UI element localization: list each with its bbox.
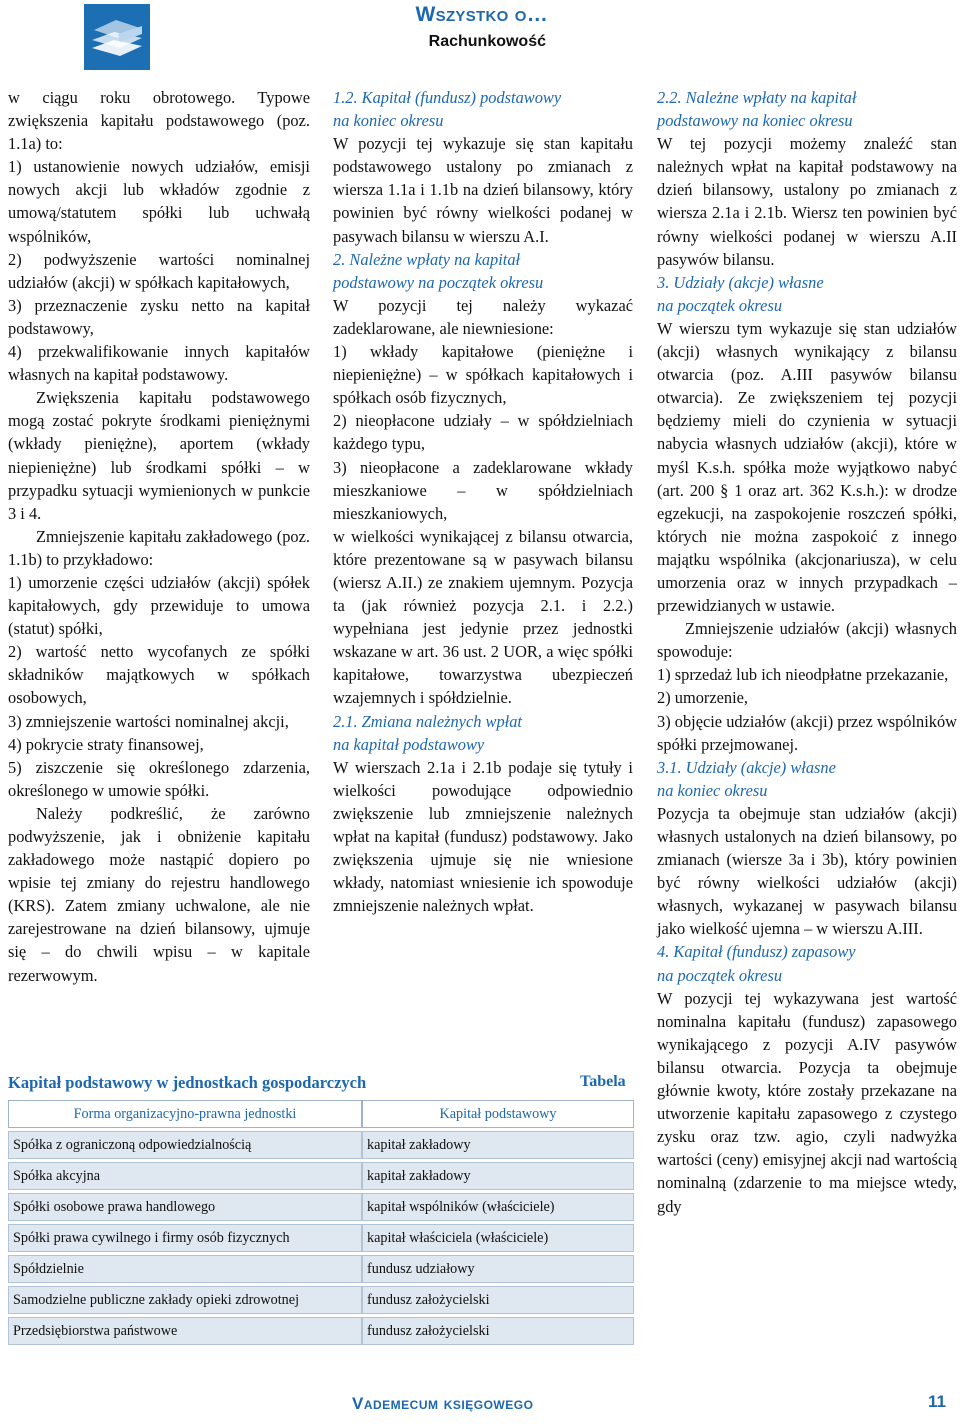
table-row bbox=[8, 1255, 634, 1283]
table-title: Kapitał podstawowy w jednostkach gospodarczych bbox=[8, 1073, 367, 1092]
table-header-cell: Kapitał podstawowy bbox=[362, 1100, 634, 1128]
section-heading: 3. Udziały (akcje) własne bbox=[657, 272, 824, 292]
paragraph: Zwiększenia kapitału podstawowego mogą zostać pokryte środkami pieniężnymi (wkłady pieniężne), aportem (wkłady niepieniężne) lub środkami spółki – w przypadku sytuacji wymienionych w punkcie 3 i 4. bbox=[8, 388, 310, 523]
magazine-logo bbox=[84, 4, 150, 70]
table-cell: fundusz założycielski bbox=[362, 1286, 634, 1314]
section-subtitle: Rachunkowość bbox=[428, 33, 546, 50]
table-row bbox=[8, 1286, 634, 1314]
list-item: 3) objęcie udziałów (akcji) przez wspólników spółki przejmowanej. bbox=[657, 711, 957, 754]
list-item: 2) podwyższenie wartości nominalnej udziałów (akcji) w spółkach kapitałowych, bbox=[8, 249, 310, 292]
list-item: 3) nieopłacone a zadeklarowane wkłady mieszkaniowe – w spółdzielniach mieszkaniowych, bbox=[333, 457, 633, 523]
list-item: 1) wkłady kapitałowe (pieniężne i niepieniężne) – w spółkach kapitałowych i spółkach osób fizycznych, bbox=[333, 342, 633, 408]
section-heading: 2. Należne wpłaty na kapitał bbox=[333, 249, 521, 269]
column-2 bbox=[333, 86, 633, 917]
section-heading: podstawowy na początek okresu bbox=[333, 272, 544, 292]
section-heading: na koniec okresu bbox=[657, 780, 768, 800]
table-row bbox=[8, 1193, 634, 1221]
table-cell: fundusz udziałowy bbox=[362, 1255, 634, 1283]
list-item: 5) ziszczenie się określonego zdarzenia, określonego w umowie spółki. bbox=[8, 757, 310, 800]
table-tag: Tabela bbox=[580, 1073, 626, 1090]
table-header-row bbox=[8, 1100, 634, 1128]
table-row bbox=[8, 1317, 634, 1345]
section-heading: 2.2. Należne wpłaty na kapitał bbox=[657, 88, 857, 107]
table-cell: kapitał właściciela (właściciele) bbox=[362, 1224, 634, 1252]
table-cell: Spółka akcyjna bbox=[8, 1162, 362, 1190]
list-item: 1) ustanowienie nowych udziałów, emisji nowych akcji lub wkładów zgodnie z umową/statutem spółki lub uchwałą wspólników, bbox=[8, 157, 310, 246]
table-cell: kapitał zakładowy bbox=[362, 1131, 634, 1159]
section-heading: 1.2. Kapitał (fundusz) podstawowy bbox=[333, 88, 562, 107]
list-item: 2) wartość netto wycofanych ze spółki składników majątkowych w spółkach osobowych, bbox=[8, 642, 310, 708]
table-cell: Spółka z ograniczoną odpowiedzialnością bbox=[8, 1131, 362, 1159]
list-item: 3) przeznaczenie zysku netto na kapitał podstawowy, bbox=[8, 295, 310, 338]
section-heading: na kapitał podstawowy bbox=[333, 734, 485, 754]
section-heading: 4. Kapitał (fundusz) zapasowy bbox=[657, 942, 856, 962]
column-3 bbox=[657, 86, 957, 1218]
paragraph: W pozycji tej wykazywana jest wartość nominalna kapitału (fundusz) zapasowego wynikającego z pozycji A.IV pasywów bilansu otwarcia. Pozycja ta obejmuje głównie kwoty, które zostały przekazane na utworzenie kapitału zapasowego z czystego zysku oraz tzw. agio, czyli nadwyżka wartości (ceny) emisyjnej akcji nad wartością nominalną (zdarzenie to ma miejsce wtedy, gdy bbox=[657, 988, 957, 1216]
table-cell: Spółdzielnie bbox=[8, 1255, 362, 1283]
paragraph: W pozycji tej wykazuje się stan kapitału podstawowego ustalony po zmianach z wiersza 1.1a i 1.1b na dzień bilansowy, który powinien być równy wielkości podanej w pasywach bilansu w wierszu A.I. bbox=[333, 134, 633, 246]
section-heading: 2.1. Zmiana należnych wpłat bbox=[333, 711, 522, 731]
paragraph: W wierszach 2.1a i 2.1b podaje się tytuły i wielkości powodujące odpowiednio zwiększenie lub zmniejszenie należnych wpłat na kapitał (fundusz) podstawowy. Jako zwiększenia ujmuje się nie wniesione wkłady, natomiast wniesienie ich spowoduje zmniejszenie należnych wpłat. bbox=[333, 757, 633, 916]
section-heading: na koniec okresu bbox=[333, 111, 444, 131]
table-row bbox=[8, 1224, 634, 1252]
capital-table bbox=[8, 1097, 634, 1348]
table-cell: Spółki prawa cywilnego i firmy osób fizycznych bbox=[8, 1224, 362, 1252]
paragraph: Należy podkreślić, że zarówno podwyższenie, jak i obniżenie kapitału zakładowego może nastąpić dopiero po wpisie tej zmiany do rejestru handlowego (KRS). Zatem zmiany uchwalone, ale nie zarejestrowane na dzień bilansowy, ujmuje się – do chwili wpisu – w kapitale rezerwowym. bbox=[8, 803, 310, 985]
table-row bbox=[8, 1131, 634, 1159]
paragraph: w wielkości wynikającej z bilansu otwarcia, które prezentowane są w pasywach bilansu (wiersz A.II.) ze znakiem ujemnym. Pozycja ta (jak również pozycja 2.1. i 2.2.) wypełniana jest jedynie przez jednostki wskazane w art. 36 ust. 2 UOR, a więc spółki kapitałowe, towarzystwa ubezpieczeń wzajemnych i spółdzielnie. bbox=[333, 526, 633, 708]
table-cell: Przedsiębiorstwa państwowe bbox=[8, 1317, 362, 1345]
paragraph: W wierszu tym wykazuje się stan udziałów (akcji) własnych wynikający z bilansu otwarcia (poz. A.III pasywów bilansu otwarcia). Ze zwiększeniem tej pozycji będziemy mieli do czynienia w sytuacji nabycia własnych udziałów (akcji), które w myśl K.s.h. spółka może wyjątkowo nabyć (art. 200 § 1 oraz art. 362 K.s.h.): w drodze egzekucji, na zaspokojenie roszczeń spółki, których nie można zaspokoić z innego majątku wspólnika (akcjonariusza), w celu umorzenia oraz w innych przypadkach – przewidzianych w ustawie. bbox=[657, 318, 957, 616]
list-item: 1) sprzedaż lub ich nieodpłatne przekazanie, bbox=[657, 665, 949, 685]
paragraph: Zmniejszenie udziałów (akcji) własnych spowoduje: bbox=[657, 619, 957, 662]
table-cell: Samodzielne publiczne zakłady opieki zdrowotnej bbox=[8, 1286, 362, 1314]
section-heading: 3.1. Udziały (akcje) własne bbox=[657, 757, 836, 777]
list-item: 2) umorzenie, bbox=[657, 688, 749, 708]
paragraph: W tej pozycji możemy znaleźć stan należnych wpłat na kapitał podstawowy na dzień bilansowy, ustalony po zmianach z wiersza 2.1a i 2.1b. Wiersz ten powinien być równy wielkości podanej w wierszu A.II pasywów bilansu. bbox=[657, 134, 957, 269]
section-heading: na początek okresu bbox=[657, 295, 783, 315]
section-heading: na początek okresu bbox=[657, 965, 783, 985]
table-cell: kapitał wspólników (właściciele) bbox=[362, 1193, 634, 1221]
table-cell: kapitał zakładowy bbox=[362, 1162, 634, 1190]
list-item: 4) przekwalifikowanie innych kapitałów własnych na kapitał podstawowy. bbox=[8, 342, 310, 385]
list-item: 3) zmniejszenie wartości nominalnej akcji, bbox=[8, 711, 289, 731]
paragraph: Zmniejszenie kapitału zakładowego (poz. 1.1b) to przykładowo: bbox=[8, 526, 310, 569]
page-number: 11 bbox=[928, 1392, 946, 1411]
paragraph: Pozycja ta obejmuje stan udziałów (akcji) własnych ustalonych na dzień bilansowy, po zmianach (wiersze 3a i 3b), który powinien być równy wielkości udziałów (akcji) własnych, wykazanej w pasywach bilansu jako wielkość ujemna – w wierszu A.III. bbox=[657, 803, 957, 939]
list-item: 2) nieopłacone udziały – w spółdzielniach każdego typu, bbox=[333, 411, 633, 454]
column-1 bbox=[8, 86, 310, 987]
table-row bbox=[8, 1162, 634, 1190]
list-item: 4) pokrycie straty finansowej, bbox=[8, 734, 204, 754]
table-cell: Spółki osobowe prawa handlowego bbox=[8, 1193, 362, 1221]
section-title: Wszystko o… bbox=[415, 3, 548, 26]
table-cell: fundusz założycielski bbox=[362, 1317, 634, 1345]
section-heading: podstawowy na koniec okresu bbox=[657, 111, 853, 131]
paragraph: W pozycji tej należy wykazać zadeklarowane, ale niewniesione: bbox=[333, 295, 633, 338]
magazine-title: Vademecum księgowego bbox=[352, 1394, 534, 1413]
list-item: 1) umorzenie części udziałów (akcji) spółek kapitałowych, gdy przewiduje to umowa (statut) spółki, bbox=[8, 572, 310, 639]
table-header-cell: Forma organizacyjno-prawna jednostki bbox=[8, 1100, 362, 1128]
paragraph: w ciągu roku obrotowego. Typowe zwiększenia kapitału podstawowego (poz. 1.1a) to: bbox=[8, 88, 310, 154]
